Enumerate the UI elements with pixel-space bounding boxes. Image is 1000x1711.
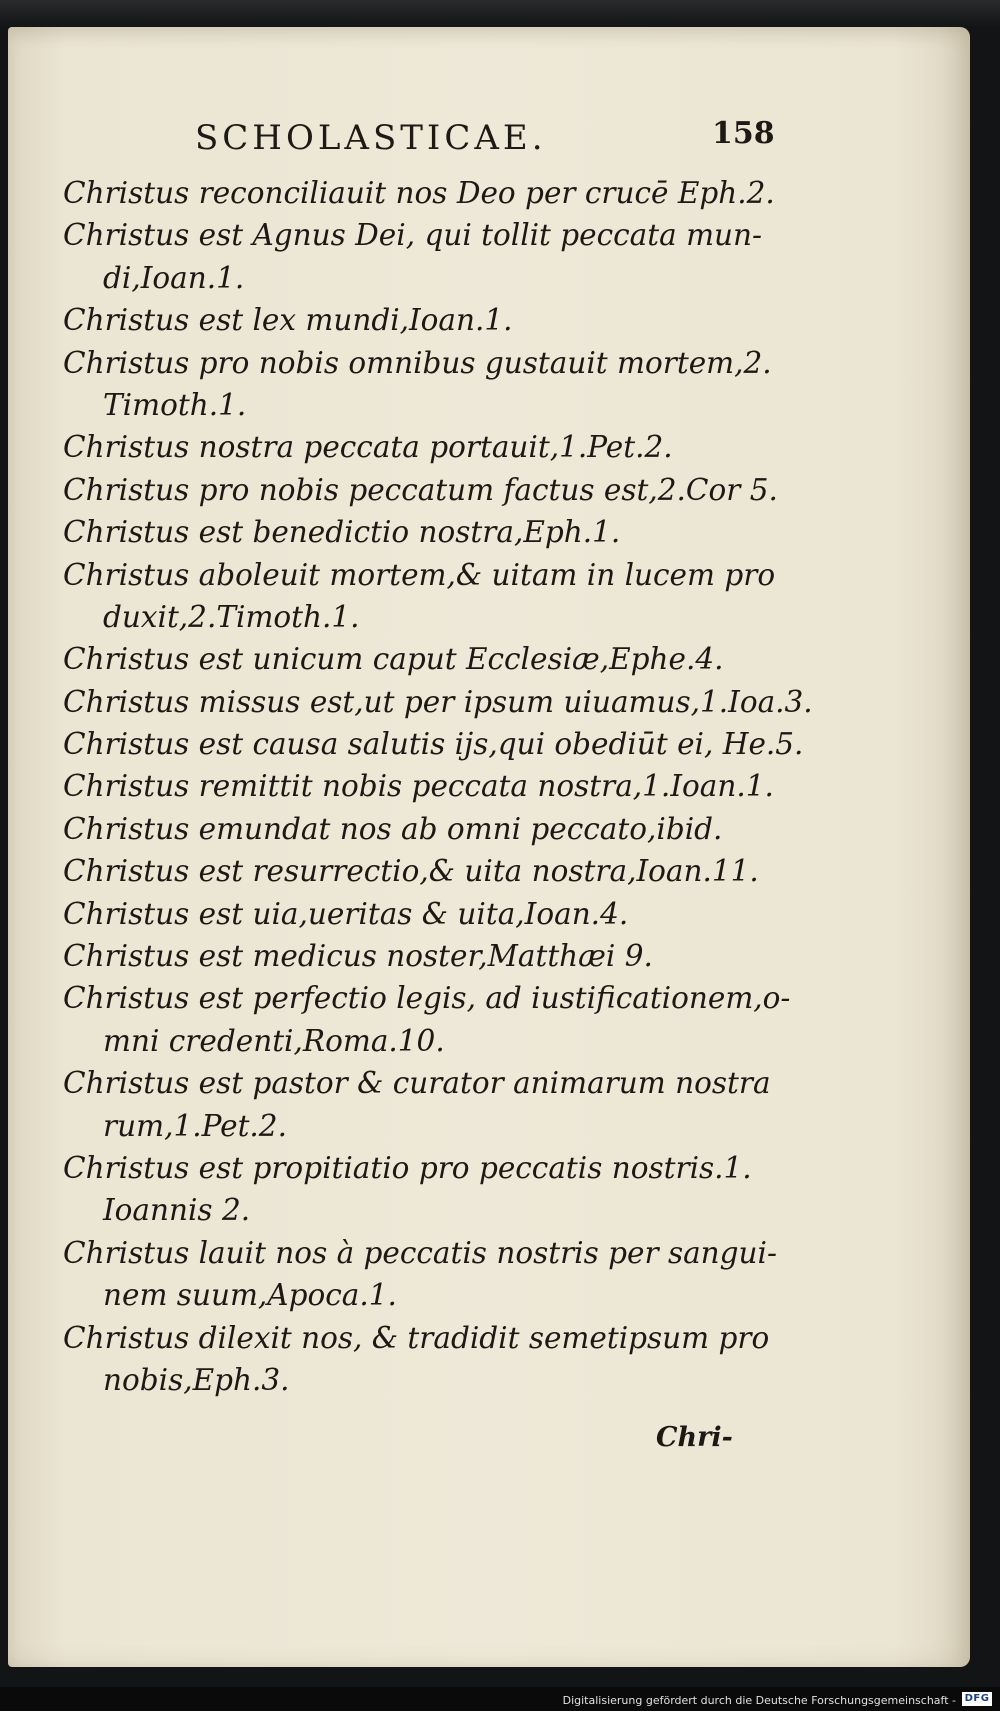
text-line: Christus remittit nobis peccata nostra,1.Ioan.1.	[63, 769, 774, 804]
dfg-logo: DFG	[962, 1692, 992, 1706]
text-line-continuation: nobis,Eph.3.	[103, 1362, 290, 1397]
text-line: Christus est Agnus Dei, qui tollit peccata mun-	[63, 218, 763, 253]
text-line: Christus est uia,ueritas & uita,Ioan.4.	[63, 896, 629, 931]
text-line: Christus emundat nos ab omni peccato,ibid.	[63, 811, 723, 846]
text-line: Christus missus est,ut per ipsum uiuamus,1.Ioa.3.	[63, 684, 813, 719]
text-line: Christus dilexit nos, & tradidit semetipsum pro	[63, 1320, 770, 1355]
text-line: Christus est resurrectio,& uita nostra,Ioan.11.	[63, 854, 759, 889]
running-title: SCHOLASTICAE.	[195, 118, 547, 158]
text-line-continuation: di,Ioan.1.	[103, 260, 245, 295]
text-line-continuation: mni credenti,Roma.10.	[103, 1023, 445, 1058]
text-line: Christus lauit nos à peccatis nostris per sangui-	[63, 1235, 777, 1270]
text-line: Christus est lex mundi,Ioan.1.	[63, 303, 513, 338]
text-line: Christus reconciliauit nos Deo per crucē Eph.2.	[63, 176, 775, 210]
text-line: Christus est perfectio legis, ad iustificationem,o-	[63, 981, 791, 1016]
text-line: Christus pro nobis omnibus gustauit mortem,2.	[63, 345, 772, 380]
page-number: 158	[712, 116, 775, 151]
text-line: Christus nostra peccata portauit,1.Pet.2.	[63, 430, 673, 465]
digitization-credit: Digitalisierung gefördert durch die Deutsche Forschungsgemeinschaft -	[562, 1694, 956, 1707]
text-line: Christus aboleuit mortem,& uitam in lucem pro	[63, 557, 776, 592]
text-line: Christus est medicus noster,Matthæi 9.	[63, 939, 653, 974]
text-line-continuation: Ioannis 2.	[103, 1193, 251, 1228]
text-line-continuation: Timoth.1.	[103, 387, 247, 422]
text-line-continuation: rum,1.Pet.2.	[103, 1108, 287, 1143]
text-line: Christus pro nobis peccatum factus est,2.Cor 5.	[63, 472, 778, 507]
text-block	[63, 172, 813, 1401]
text-line: Christus est causa salutis ijs,qui obediūt ei, He.5.	[63, 727, 804, 762]
scan-border	[0, 0, 1000, 28]
catchword: Chri-	[656, 1422, 733, 1453]
text-line-continuation: nem suum,Apoca.1.	[103, 1278, 397, 1313]
text-line: Christus est pastor & curator animarum nostra	[63, 1066, 771, 1101]
text-line: Christus est benedictio nostra,Eph.1.	[63, 515, 621, 550]
text-line: Christus est propitiatio pro peccatis nostris.1.	[63, 1150, 752, 1185]
text-line: Christus est unicum caput Ecclesiæ,Ephe.4.	[63, 642, 724, 677]
text-line-continuation: duxit,2.Timoth.1.	[103, 599, 360, 634]
